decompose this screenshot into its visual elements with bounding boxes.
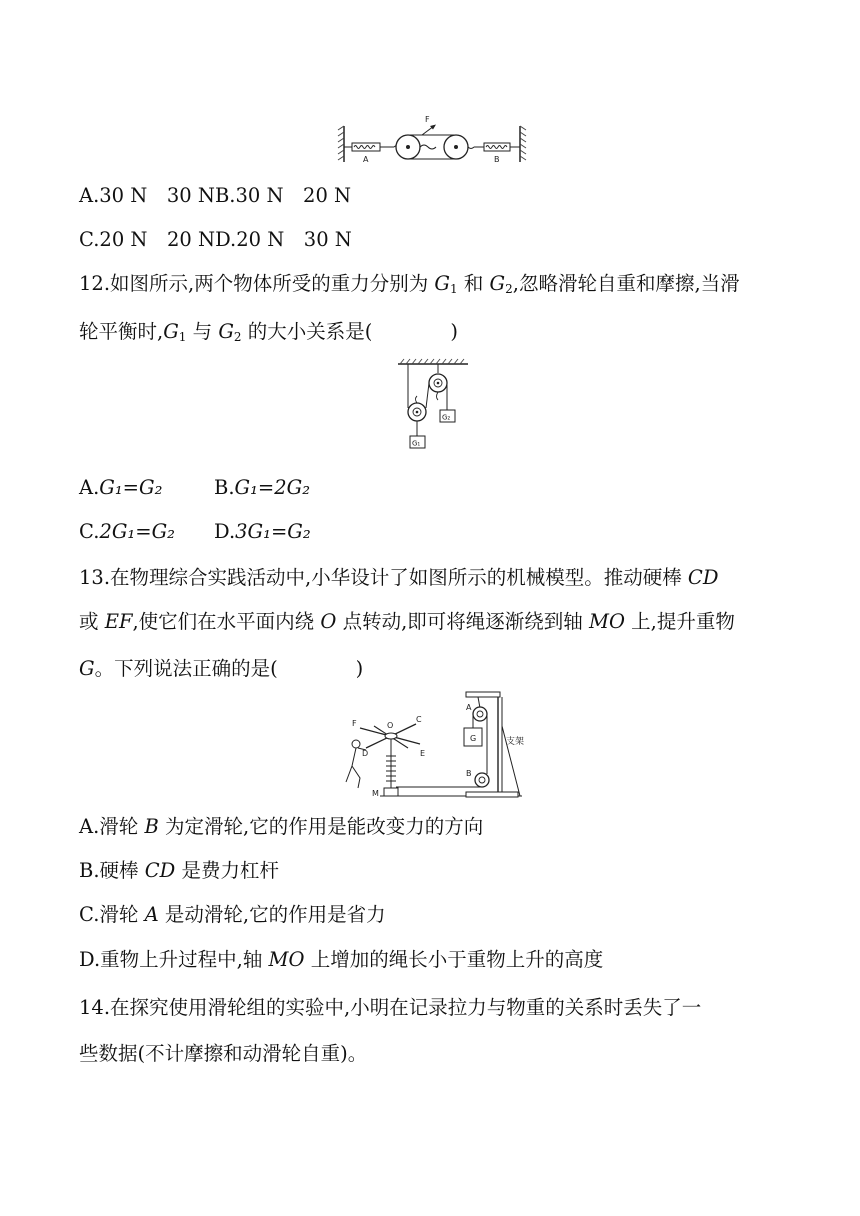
q12-stem-text: 轮平衡时, <box>79 320 164 343</box>
q13-cd-symbol: CD <box>687 566 719 589</box>
q12-pulley-figure <box>396 358 470 452</box>
q11-options-row-2 <box>79 226 352 254</box>
q12-stem-text: 的大小关系是( ) <box>241 320 458 343</box>
q11-label-F: F <box>425 115 430 124</box>
q12-options-d <box>214 518 311 546</box>
q11-label-B: B <box>494 155 500 164</box>
q13-label-G: G <box>470 734 477 743</box>
g2-subscript: 2 <box>233 330 242 344</box>
q13-o-symbol: O <box>320 610 337 633</box>
q13-stem-line-1 <box>79 564 718 592</box>
g1-weight-label: G₁ <box>412 439 421 448</box>
q13-stand-label: 支架 <box>506 737 525 747</box>
q13-option-b-text: B.硬棒 <box>79 859 145 882</box>
q13-option-d-symbol: MO <box>268 948 305 971</box>
q11-option-d: D.20 N 30 N <box>215 228 352 251</box>
q13-option-b-text: 是费力杠杆 <box>175 859 279 882</box>
q12-stem-text: 12.如图所示,两个物体所受的重力分别为 <box>79 272 435 295</box>
g1-subscript: 1 <box>178 330 187 344</box>
q13-option-a-text: 为定滑轮,它的作用是能改变力的方向 <box>158 815 484 838</box>
q13-stem-line-2 <box>79 608 735 636</box>
q12-stem-line-1 <box>79 270 740 298</box>
q14-stem-line-1: 14.在探究使用滑轮组的实验中,小明在记录拉力与物重的关系时丢失了一 <box>79 996 702 1019</box>
q13-g-symbol: G <box>79 657 95 680</box>
q12-option-c-prefix: C. <box>79 520 100 543</box>
q14-stem-line-2: 些数据(不计摩擦和动滑轮自重)。 <box>79 1042 368 1065</box>
q12-stem-text: ,忽略滑轮自重和摩擦,当滑 <box>512 272 740 295</box>
q12-option-a-prefix: A. <box>79 476 100 499</box>
q11-options-row-1 <box>79 182 351 210</box>
q13-stem-text: 。下列说法正确的是( ) <box>94 657 364 680</box>
q13-stem-text: 或 <box>79 610 105 633</box>
g2-weight-label: G₂ <box>442 413 451 422</box>
q13-label-M: M <box>372 789 379 798</box>
q13-option-a <box>79 813 483 841</box>
q13-label-C: C <box>416 715 422 724</box>
q13-mechanism-figure <box>340 686 530 802</box>
q13-stem-line-3 <box>79 655 363 683</box>
q13-stem-text: ,使它们在水平面内绕 <box>132 610 321 633</box>
q12-option-d-prefix: D. <box>214 520 236 543</box>
g2-symbol: G <box>489 272 506 295</box>
q12-stem-text: 和 <box>457 272 490 295</box>
g2-symbol: G <box>218 320 234 343</box>
q13-option-b-symbol: CD <box>144 859 176 882</box>
q13-label-O: O <box>387 721 394 730</box>
q13-option-a-symbol: B <box>144 815 159 838</box>
q11-option-c: C.20 N 20 N <box>79 228 216 251</box>
q13-option-c <box>79 901 386 929</box>
q13-option-d-text: 上增加的绳长小于重物上升的高度 <box>304 948 604 971</box>
q13-stem-text: 点转动,即可将绳逐渐绕到轴 <box>336 610 589 633</box>
q13-mo-symbol: MO <box>588 610 625 633</box>
g2-subscript: 2 <box>505 282 513 296</box>
q13-option-c-text: C.滑轮 <box>79 903 145 926</box>
q12-option-b: G₁=2G₂ <box>234 476 311 499</box>
q11-spring-pulley-figure <box>336 112 528 166</box>
q12-options-row-2 <box>79 518 175 546</box>
q13-label-F: F <box>352 719 357 728</box>
q12-options-row-1 <box>79 474 162 502</box>
g1-symbol: G <box>434 272 450 295</box>
q11-option-b: B.30 N 20 N <box>214 184 352 207</box>
q13-option-b <box>79 857 279 885</box>
q13-label-B: B <box>466 769 472 778</box>
q12-option-b-prefix: B. <box>214 476 235 499</box>
q13-stem-text: 13.在物理综合实践活动中,小华设计了如图所示的机械模型。推动硬棒 <box>79 566 688 589</box>
q12-option-c: 2G₁=G₂ <box>99 520 175 543</box>
q12-option-d: 3G₁=G₂ <box>235 520 311 543</box>
q13-stem-text: 上,提升重物 <box>624 610 735 633</box>
q13-option-d-text: D.重物上升过程中,轴 <box>79 948 269 971</box>
q13-label-E: E <box>420 749 426 758</box>
q13-label-A: A <box>466 703 472 712</box>
q13-option-a-text: A.滑轮 <box>79 815 145 838</box>
q12-stem-text: 与 <box>186 320 219 343</box>
g1-symbol: G <box>163 320 179 343</box>
q12-stem-line-2 <box>79 318 458 346</box>
q11-label-A: A <box>363 155 369 164</box>
g1-subscript: 1 <box>450 282 458 296</box>
q11-option-a: A.30 N 30 N <box>79 184 215 207</box>
q13-option-d <box>79 946 603 974</box>
q12-option-a: G₁=G₂ <box>99 476 163 499</box>
q13-label-D: D <box>362 749 369 758</box>
q12-options-b <box>214 474 310 502</box>
q13-ef-symbol: EF <box>104 610 133 633</box>
q13-option-c-symbol: A <box>144 903 159 926</box>
q13-option-c-text: 是动滑轮,它的作用是省力 <box>158 903 386 926</box>
